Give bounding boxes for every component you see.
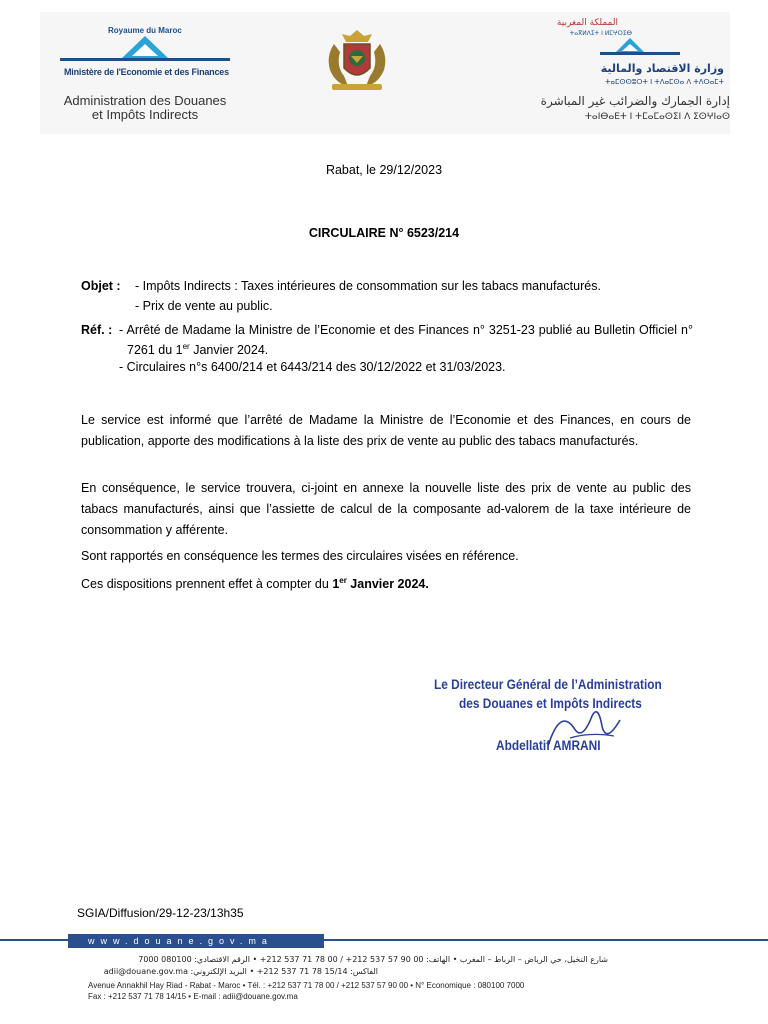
administration-name-fr xyxy=(50,94,240,122)
handwritten-signature-icon xyxy=(540,698,630,758)
footer-address-ar-2: الفاكس: 15/14 78 71 537 212+ • البريد الإلكتروني: adii@douane.gov.ma xyxy=(103,967,378,976)
kingdom-label-tifinagh: ⵜⴰⴳⵍⴷⵉⵜ ⵏ ⵍⵎⵖⵔⵉⴱ xyxy=(569,30,632,37)
ref-line-1-end: Janvier 2024. xyxy=(189,343,269,357)
admin-fr-line1: Administration des Douanes xyxy=(63,93,227,108)
ministry-label-ar: وزارة الاقتصاد والمالية xyxy=(600,62,724,75)
objet-line-1: - Impôts Indirects : Taxes intérieures de consommation sur les tabacs manufacturés. xyxy=(135,279,601,293)
para4-date xyxy=(332,577,429,591)
body-paragraph-2: En conséquence, le service trouvera, ci-joint en annexe la nouvelle liste des prix de vente au public des tabacs manufacturés, ainsi que l’assiette de calcul de la composante ad-valorem de la taxe intérieure de consommation y afférente. xyxy=(81,481,691,537)
diffusion-reference: SGIA/Diffusion/29-12-23/13h35 xyxy=(77,906,244,920)
document-date: Rabat, le 29/12/2023 xyxy=(325,163,443,177)
website-banner xyxy=(68,934,324,948)
ref-line-1 xyxy=(119,320,693,360)
ref-line-1-sup: er xyxy=(182,342,190,351)
kingdom-label-ar: المملكة المغربية xyxy=(556,18,618,28)
ministry-label-tifinagh: ⵜⴰⵎⵙⵙⵓⵔⵜ ⵏ ⵜⴷⴰⵎⵙⴰ ⴷ ⵜⴷⵔⴰⵎⵜ xyxy=(605,78,724,86)
circular-title: CIRCULAIRE N° 6523/214 xyxy=(308,226,460,240)
body-paragraph-1: Le service est informé que l’arrêté de Madame la Ministre de l’Economie et des Finances, en cours de publication, apporte des modifications à la liste des prix de vente au public des tabacs manufacturés. xyxy=(81,413,691,448)
ref-line-2: - Circulaires n°s 6400/214 et 6443/214 des 30/12/2022 et 31/03/2023. xyxy=(119,360,506,374)
ministry-label-fr: Ministère de l'Economie et des Finances xyxy=(64,67,229,77)
objet-line-2: - Prix de vente au public. xyxy=(135,299,273,313)
objet-label: Objet : xyxy=(81,279,121,293)
ref-label: Réf. : xyxy=(81,323,113,337)
administration-name-ar: إدارة الجمارك والضرائب غير المباشرة xyxy=(540,94,730,108)
para4-text: Ces dispositions prennent effet à compter du xyxy=(81,577,333,591)
para4-month: Janvier 2024. xyxy=(346,577,429,591)
para4-day: 1 xyxy=(332,577,340,591)
body-paragraph-4 xyxy=(81,574,691,595)
signature-title-line-1: Le Directeur Général de l’Administration xyxy=(434,677,662,692)
coat-of-arms-icon xyxy=(322,26,392,94)
signature-title-line-2: des Douanes et Impôts Indirects xyxy=(459,696,642,711)
signatory-name: Abdellatif AMRANI xyxy=(496,738,601,753)
administration-name-tifinagh: ⵜⴰⵏⴱⴰⴹⵜ ⵏ ⵜⵎⴰⵎⴰⵙⵉⵏ ⴷ ⵉⵙⵖⵏⴰⵙ xyxy=(585,112,730,122)
french-letterhead xyxy=(50,22,250,132)
admin-fr-line2: et Impôts Indirects xyxy=(91,107,199,122)
footer-address-ar-1: شارع النخيل، حي الرياض – الرباط – المغرب • الهاتف: 00 90 57 537 212+ / 00 78 71 537 212+ • الرقم الاقتصادي: 080100 7000 xyxy=(138,955,608,964)
footer-address-fr-2: Fax : +212 537 71 78 14/15 • E-mail : adii@douane.gov.ma xyxy=(88,992,298,1001)
footer-address-fr-1: Avenue Annakhil Hay Riad - Rabat - Maroc • Tél. : +212 537 71 78 00 / +212 537 57 90 00 • N° Economique : 080100 7000 xyxy=(88,981,525,990)
body-paragraph-3: Sont rapportés en conséquence les termes des circulaires visées en référence. xyxy=(81,549,519,563)
kingdom-label-fr: Royaume du Maroc xyxy=(108,26,182,35)
ministry-logo-icon xyxy=(50,34,240,68)
ref-line-1-text: - Arrêté de Madame la Ministre de l’Economie et des Finances n° 3251-23 publié au Bulletin Officiel n° 7261 du 1 xyxy=(119,323,693,357)
ministry-logo-ar-icon xyxy=(600,38,680,60)
website-url[interactable]: www.douane.gov.ma xyxy=(88,936,273,946)
para4-sup: er xyxy=(339,576,347,585)
arabic-letterhead xyxy=(510,18,730,128)
